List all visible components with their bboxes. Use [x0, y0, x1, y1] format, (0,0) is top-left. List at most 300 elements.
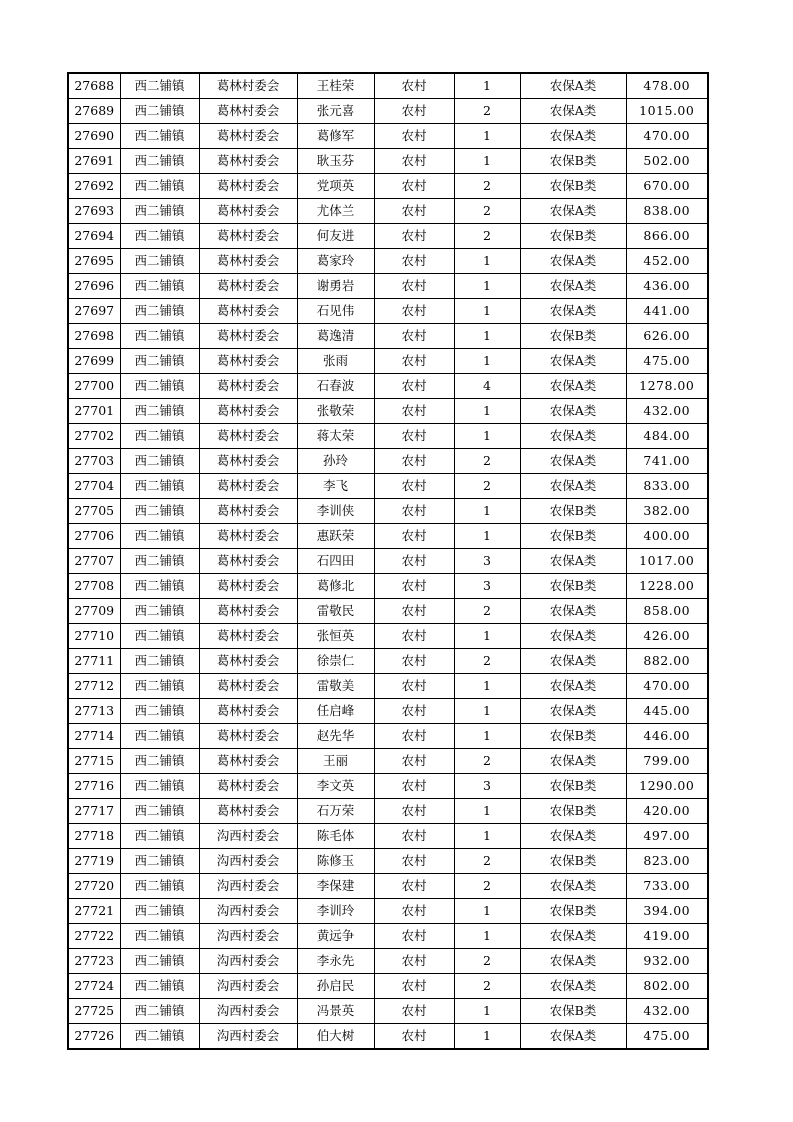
cell-count: 1	[454, 249, 520, 274]
cell-id: 27715	[68, 749, 120, 774]
cell-category: 农保A类	[520, 299, 626, 324]
cell-amount: 426.00	[626, 624, 708, 649]
cell-count: 1	[454, 324, 520, 349]
cell-town: 西二铺镇	[120, 73, 199, 99]
cell-town: 西二铺镇	[120, 224, 199, 249]
cell-id: 27726	[68, 1024, 120, 1050]
cell-category: 农保A类	[520, 349, 626, 374]
cell-id: 27711	[68, 649, 120, 674]
cell-town: 西二铺镇	[120, 674, 199, 699]
cell-id: 27720	[68, 874, 120, 899]
cell-committee: 葛林村委会	[199, 199, 297, 224]
cell-amount: 394.00	[626, 899, 708, 924]
cell-category: 农保A类	[520, 749, 626, 774]
cell-type: 农村	[374, 624, 454, 649]
cell-type: 农村	[374, 424, 454, 449]
cell-id: 27725	[68, 999, 120, 1024]
cell-amount: 436.00	[626, 274, 708, 299]
cell-count: 1	[454, 424, 520, 449]
table-row	[68, 199, 708, 224]
cell-town: 西二铺镇	[120, 274, 199, 299]
table-row	[68, 674, 708, 699]
table-row	[68, 699, 708, 724]
cell-type: 农村	[374, 949, 454, 974]
table-row	[68, 724, 708, 749]
cell-id: 27718	[68, 824, 120, 849]
table-row	[68, 249, 708, 274]
cell-committee: 沟西村委会	[199, 849, 297, 874]
cell-committee: 沟西村委会	[199, 924, 297, 949]
cell-amount: 1228.00	[626, 574, 708, 599]
cell-committee: 葛林村委会	[199, 324, 297, 349]
cell-committee: 葛林村委会	[199, 424, 297, 449]
cell-id: 27703	[68, 449, 120, 474]
cell-type: 农村	[374, 524, 454, 549]
cell-name: 惠跃荣	[297, 524, 374, 549]
cell-type: 农村	[374, 674, 454, 699]
cell-category: 农保B类	[520, 724, 626, 749]
cell-name: 葛逸清	[297, 324, 374, 349]
cell-town: 西二铺镇	[120, 299, 199, 324]
cell-count: 4	[454, 374, 520, 399]
cell-committee: 葛林村委会	[199, 774, 297, 799]
cell-id: 27716	[68, 774, 120, 799]
cell-name: 蒋太荣	[297, 424, 374, 449]
cell-count: 2	[454, 224, 520, 249]
cell-name: 葛修北	[297, 574, 374, 599]
cell-category: 农保A类	[520, 924, 626, 949]
cell-category: 农保A类	[520, 124, 626, 149]
cell-category: 农保B类	[520, 524, 626, 549]
cell-id: 27695	[68, 249, 120, 274]
table-row	[68, 174, 708, 199]
cell-amount: 838.00	[626, 199, 708, 224]
cell-name: 何友进	[297, 224, 374, 249]
cell-committee: 沟西村委会	[199, 824, 297, 849]
cell-category: 农保B类	[520, 999, 626, 1024]
cell-amount: 823.00	[626, 849, 708, 874]
table-body	[68, 73, 708, 1049]
table-row	[68, 824, 708, 849]
cell-amount: 432.00	[626, 999, 708, 1024]
cell-id: 27702	[68, 424, 120, 449]
cell-count: 1	[454, 124, 520, 149]
cell-type: 农村	[374, 174, 454, 199]
cell-type: 农村	[374, 999, 454, 1024]
cell-count: 1	[454, 674, 520, 699]
cell-id: 27696	[68, 274, 120, 299]
cell-type: 农村	[374, 849, 454, 874]
cell-name: 谢勇岩	[297, 274, 374, 299]
cell-count: 2	[454, 449, 520, 474]
cell-amount: 858.00	[626, 599, 708, 624]
cell-category: 农保A类	[520, 374, 626, 399]
cell-name: 冯景英	[297, 999, 374, 1024]
cell-amount: 400.00	[626, 524, 708, 549]
cell-id: 27694	[68, 224, 120, 249]
cell-name: 黄远争	[297, 924, 374, 949]
cell-town: 西二铺镇	[120, 824, 199, 849]
cell-town: 西二铺镇	[120, 149, 199, 174]
cell-category: 农保A类	[520, 249, 626, 274]
cell-type: 农村	[374, 449, 454, 474]
cell-count: 1	[454, 924, 520, 949]
cell-type: 农村	[374, 924, 454, 949]
cell-name: 张敬荣	[297, 399, 374, 424]
cell-id: 27713	[68, 699, 120, 724]
cell-name: 任启峰	[297, 699, 374, 724]
table-row	[68, 524, 708, 549]
cell-committee: 沟西村委会	[199, 1024, 297, 1050]
cell-amount: 470.00	[626, 674, 708, 699]
cell-amount: 1017.00	[626, 549, 708, 574]
cell-committee: 葛林村委会	[199, 699, 297, 724]
cell-type: 农村	[374, 224, 454, 249]
cell-type: 农村	[374, 974, 454, 999]
cell-id: 27709	[68, 599, 120, 624]
cell-committee: 葛林村委会	[199, 599, 297, 624]
cell-amount: 452.00	[626, 249, 708, 274]
cell-town: 西二铺镇	[120, 799, 199, 824]
cell-committee: 葛林村委会	[199, 374, 297, 399]
cell-committee: 沟西村委会	[199, 949, 297, 974]
table-row	[68, 99, 708, 124]
cell-town: 西二铺镇	[120, 624, 199, 649]
cell-id: 27691	[68, 149, 120, 174]
cell-amount: 670.00	[626, 174, 708, 199]
cell-name: 孙启民	[297, 974, 374, 999]
cell-committee: 葛林村委会	[199, 249, 297, 274]
cell-name: 葛家玲	[297, 249, 374, 274]
table-row	[68, 1024, 708, 1050]
cell-type: 农村	[374, 73, 454, 99]
cell-count: 2	[454, 174, 520, 199]
table-row	[68, 349, 708, 374]
cell-amount: 1278.00	[626, 374, 708, 399]
cell-amount: 432.00	[626, 399, 708, 424]
cell-town: 西二铺镇	[120, 124, 199, 149]
cell-town: 西二铺镇	[120, 874, 199, 899]
cell-count: 2	[454, 649, 520, 674]
cell-town: 西二铺镇	[120, 774, 199, 799]
cell-committee: 沟西村委会	[199, 899, 297, 924]
cell-amount: 470.00	[626, 124, 708, 149]
cell-id: 27710	[68, 624, 120, 649]
cell-name: 陈毛体	[297, 824, 374, 849]
table-row	[68, 324, 708, 349]
cell-count: 1	[454, 149, 520, 174]
cell-count: 3	[454, 574, 520, 599]
cell-name: 孙玲	[297, 449, 374, 474]
cell-committee: 葛林村委会	[199, 174, 297, 199]
cell-amount: 441.00	[626, 299, 708, 324]
cell-type: 农村	[374, 324, 454, 349]
cell-town: 西二铺镇	[120, 574, 199, 599]
cell-name: 李飞	[297, 474, 374, 499]
cell-amount: 502.00	[626, 149, 708, 174]
cell-id: 27699	[68, 349, 120, 374]
cell-category: 农保A类	[520, 874, 626, 899]
cell-count: 3	[454, 774, 520, 799]
cell-category: 农保B类	[520, 174, 626, 199]
cell-id: 27712	[68, 674, 120, 699]
table-row	[68, 799, 708, 824]
cell-committee: 葛林村委会	[199, 73, 297, 99]
cell-amount: 932.00	[626, 949, 708, 974]
cell-name: 雷敬美	[297, 674, 374, 699]
cell-name: 石见伟	[297, 299, 374, 324]
cell-name: 李训玲	[297, 899, 374, 924]
cell-name: 石四田	[297, 549, 374, 574]
cell-type: 农村	[374, 349, 454, 374]
table-row	[68, 899, 708, 924]
cell-type: 农村	[374, 824, 454, 849]
cell-committee: 葛林村委会	[199, 224, 297, 249]
data-table	[67, 72, 709, 1050]
cell-committee: 葛林村委会	[199, 799, 297, 824]
table-row	[68, 149, 708, 174]
cell-type: 农村	[374, 124, 454, 149]
cell-amount: 475.00	[626, 1024, 708, 1050]
cell-town: 西二铺镇	[120, 599, 199, 624]
cell-category: 农保B类	[520, 149, 626, 174]
cell-count: 2	[454, 974, 520, 999]
cell-amount: 419.00	[626, 924, 708, 949]
cell-amount: 446.00	[626, 724, 708, 749]
cell-amount: 799.00	[626, 749, 708, 774]
cell-count: 2	[454, 949, 520, 974]
cell-type: 农村	[374, 499, 454, 524]
cell-count: 1	[454, 299, 520, 324]
cell-committee: 葛林村委会	[199, 274, 297, 299]
cell-count: 1	[454, 274, 520, 299]
cell-category: 农保A类	[520, 199, 626, 224]
cell-count: 2	[454, 99, 520, 124]
cell-town: 西二铺镇	[120, 324, 199, 349]
cell-committee: 葛林村委会	[199, 149, 297, 174]
cell-committee: 沟西村委会	[199, 999, 297, 1024]
cell-town: 西二铺镇	[120, 549, 199, 574]
cell-category: 农保A类	[520, 274, 626, 299]
cell-count: 1	[454, 399, 520, 424]
cell-committee: 葛林村委会	[199, 399, 297, 424]
cell-town: 西二铺镇	[120, 724, 199, 749]
cell-name: 李文英	[297, 774, 374, 799]
cell-committee: 葛林村委会	[199, 474, 297, 499]
cell-type: 农村	[374, 874, 454, 899]
cell-category: 农保B类	[520, 774, 626, 799]
cell-count: 1	[454, 899, 520, 924]
cell-id: 27698	[68, 324, 120, 349]
table-row	[68, 424, 708, 449]
cell-id: 27705	[68, 499, 120, 524]
cell-id: 27724	[68, 974, 120, 999]
cell-count: 1	[454, 699, 520, 724]
cell-category: 农保B类	[520, 499, 626, 524]
cell-committee: 葛林村委会	[199, 749, 297, 774]
cell-id: 27688	[68, 73, 120, 99]
cell-category: 农保A类	[520, 824, 626, 849]
cell-town: 西二铺镇	[120, 749, 199, 774]
cell-category: 农保A类	[520, 974, 626, 999]
cell-town: 西二铺镇	[120, 424, 199, 449]
cell-category: 农保A类	[520, 549, 626, 574]
cell-committee: 葛林村委会	[199, 649, 297, 674]
table-row	[68, 949, 708, 974]
cell-id: 27697	[68, 299, 120, 324]
table-row	[68, 299, 708, 324]
table-row	[68, 624, 708, 649]
cell-committee: 葛林村委会	[199, 299, 297, 324]
cell-type: 农村	[374, 774, 454, 799]
cell-category: 农保B类	[520, 224, 626, 249]
cell-town: 西二铺镇	[120, 249, 199, 274]
cell-town: 西二铺镇	[120, 699, 199, 724]
cell-type: 农村	[374, 699, 454, 724]
cell-amount: 484.00	[626, 424, 708, 449]
cell-name: 王丽	[297, 749, 374, 774]
cell-type: 农村	[374, 549, 454, 574]
cell-count: 1	[454, 799, 520, 824]
cell-town: 西二铺镇	[120, 399, 199, 424]
cell-count: 2	[454, 874, 520, 899]
cell-name: 党项英	[297, 174, 374, 199]
cell-name: 石万荣	[297, 799, 374, 824]
cell-committee: 葛林村委会	[199, 674, 297, 699]
cell-id: 27690	[68, 124, 120, 149]
cell-category: 农保A类	[520, 73, 626, 99]
cell-name: 徐崇仁	[297, 649, 374, 674]
cell-name: 陈修玉	[297, 849, 374, 874]
cell-town: 西二铺镇	[120, 849, 199, 874]
cell-count: 1	[454, 999, 520, 1024]
cell-town: 西二铺镇	[120, 349, 199, 374]
cell-name: 葛修军	[297, 124, 374, 149]
cell-amount: 866.00	[626, 224, 708, 249]
cell-category: 农保B类	[520, 324, 626, 349]
cell-amount: 475.00	[626, 349, 708, 374]
cell-count: 2	[454, 849, 520, 874]
cell-type: 农村	[374, 599, 454, 624]
cell-name: 尤体兰	[297, 199, 374, 224]
cell-category: 农保B类	[520, 899, 626, 924]
cell-name: 赵先华	[297, 724, 374, 749]
cell-count: 1	[454, 724, 520, 749]
cell-name: 雷敬民	[297, 599, 374, 624]
table-row	[68, 749, 708, 774]
cell-count: 1	[454, 349, 520, 374]
cell-amount: 802.00	[626, 974, 708, 999]
cell-amount: 1290.00	[626, 774, 708, 799]
cell-name: 石春波	[297, 374, 374, 399]
cell-category: 农保B类	[520, 799, 626, 824]
cell-type: 农村	[374, 649, 454, 674]
cell-amount: 382.00	[626, 499, 708, 524]
cell-amount: 733.00	[626, 874, 708, 899]
cell-type: 农村	[374, 1024, 454, 1050]
cell-id: 27693	[68, 199, 120, 224]
cell-type: 农村	[374, 799, 454, 824]
cell-amount: 445.00	[626, 699, 708, 724]
cell-committee: 葛林村委会	[199, 724, 297, 749]
cell-count: 3	[454, 549, 520, 574]
cell-committee: 沟西村委会	[199, 974, 297, 999]
cell-id: 27722	[68, 924, 120, 949]
cell-category: 农保A类	[520, 424, 626, 449]
cell-category: 农保A类	[520, 674, 626, 699]
cell-committee: 葛林村委会	[199, 624, 297, 649]
table-row	[68, 499, 708, 524]
cell-type: 农村	[374, 99, 454, 124]
cell-type: 农村	[374, 374, 454, 399]
cell-id: 27689	[68, 99, 120, 124]
cell-committee: 沟西村委会	[199, 874, 297, 899]
cell-name: 李保建	[297, 874, 374, 899]
cell-name: 李永先	[297, 949, 374, 974]
cell-category: 农保B类	[520, 574, 626, 599]
cell-id: 27701	[68, 399, 120, 424]
cell-type: 农村	[374, 249, 454, 274]
table-row	[68, 549, 708, 574]
cell-count: 2	[454, 474, 520, 499]
cell-id: 27723	[68, 949, 120, 974]
cell-type: 农村	[374, 299, 454, 324]
table-row	[68, 924, 708, 949]
table-row	[68, 999, 708, 1024]
cell-id: 27708	[68, 574, 120, 599]
cell-amount: 420.00	[626, 799, 708, 824]
cell-category: 农保A类	[520, 599, 626, 624]
table-row	[68, 374, 708, 399]
table-row	[68, 73, 708, 99]
cell-name: 伯大树	[297, 1024, 374, 1050]
cell-town: 西二铺镇	[120, 174, 199, 199]
cell-committee: 葛林村委会	[199, 549, 297, 574]
cell-amount: 882.00	[626, 649, 708, 674]
cell-type: 农村	[374, 724, 454, 749]
cell-committee: 葛林村委会	[199, 449, 297, 474]
cell-name: 张元喜	[297, 99, 374, 124]
cell-id: 27706	[68, 524, 120, 549]
cell-count: 1	[454, 499, 520, 524]
cell-town: 西二铺镇	[120, 524, 199, 549]
table-row	[68, 974, 708, 999]
cell-town: 西二铺镇	[120, 499, 199, 524]
cell-town: 西二铺镇	[120, 649, 199, 674]
cell-town: 西二铺镇	[120, 974, 199, 999]
table-row	[68, 274, 708, 299]
cell-count: 1	[454, 624, 520, 649]
table-row	[68, 774, 708, 799]
cell-town: 西二铺镇	[120, 999, 199, 1024]
cell-category: 农保A类	[520, 1024, 626, 1050]
cell-id: 27719	[68, 849, 120, 874]
cell-category: 农保A类	[520, 474, 626, 499]
cell-category: 农保A类	[520, 699, 626, 724]
cell-town: 西二铺镇	[120, 449, 199, 474]
table-row	[68, 474, 708, 499]
cell-count: 2	[454, 599, 520, 624]
cell-name: 王桂荣	[297, 73, 374, 99]
cell-type: 农村	[374, 274, 454, 299]
cell-town: 西二铺镇	[120, 899, 199, 924]
cell-town: 西二铺镇	[120, 374, 199, 399]
cell-town: 西二铺镇	[120, 949, 199, 974]
cell-count: 1	[454, 524, 520, 549]
cell-id: 27717	[68, 799, 120, 824]
cell-id: 27692	[68, 174, 120, 199]
cell-type: 农村	[374, 199, 454, 224]
